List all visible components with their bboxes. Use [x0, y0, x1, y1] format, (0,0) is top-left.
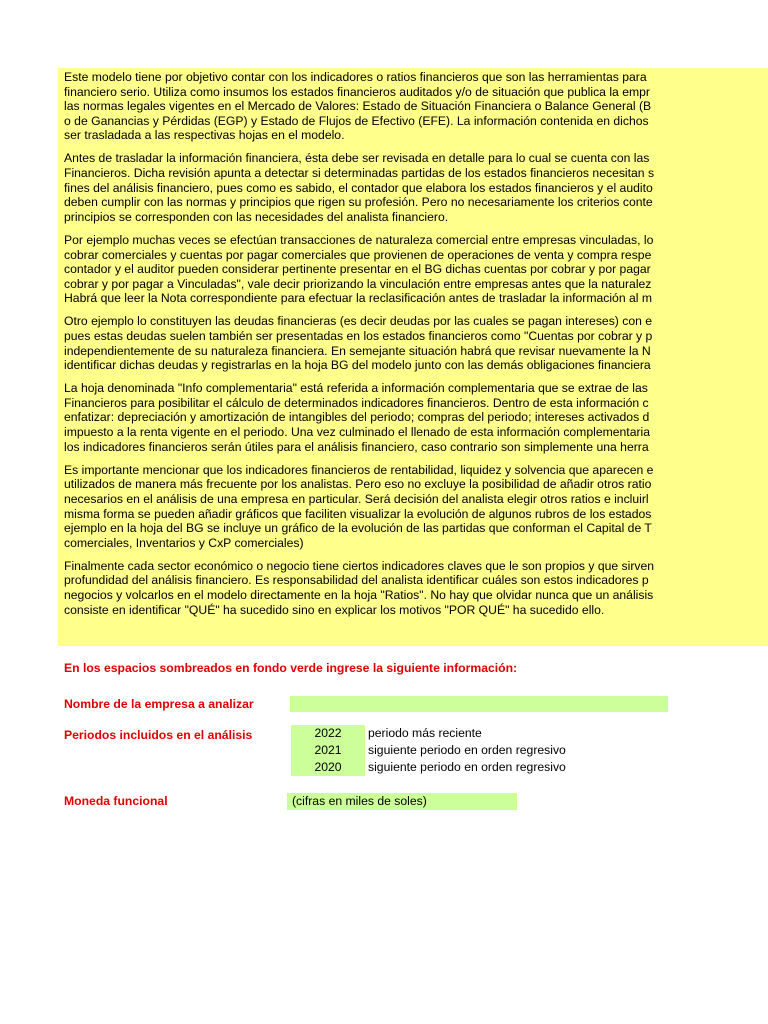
- intro-line: La hoja denominada "Info complementaria" está referida a información complementaria que se extrae de las: [64, 381, 648, 396]
- period-year-input[interactable]: 2021: [291, 742, 365, 759]
- intro-line: identificar dichas deudas y registrarlas en la hoja BG del modelo junto con las demás obligaciones financiera: [64, 358, 651, 373]
- intro-line: los indicadores financieros serán útiles para el análisis financiero, caso contrario son simplemente una herra: [64, 439, 649, 454]
- intro-line: cobrar y por pagar a Vinculadas", vale decir priorizando la vinculación entre empresas antes que la naturalez: [64, 276, 652, 291]
- intro-line: necesarios en el análisis de una empresa en particular. Será decisión del analista elegir otros ratios e incluirl: [64, 491, 649, 506]
- intro-paragraph-5: [64, 381, 768, 454]
- intro-line: cobrar comerciales y cuentas por pagar comerciales que provienen de operaciones de venta y compra respe: [64, 247, 652, 262]
- intro-line: contador y el auditor pueden considerar pertinente presentar en el BG dichas cuentas por cobrar y por pagar: [64, 262, 651, 277]
- intro-paragraph-2: [64, 151, 768, 224]
- form-instruction: En los espacios sombreados en fondo verde ingrese la siguiente información:: [64, 661, 518, 675]
- intro-paragraph-4: [64, 314, 768, 372]
- currency-label: Moneda funcional: [64, 794, 168, 808]
- period-year-input[interactable]: 2020: [291, 759, 365, 776]
- period-year-input[interactable]: 2022: [291, 725, 365, 742]
- intro-line: Antes de trasladar la información financiera, ésta debe ser revisada en detalle para lo cual se cuenta con las: [64, 151, 650, 166]
- period-description: periodo más reciente: [368, 726, 482, 740]
- intro-line: Financieros. Dicha revisión apunta a detectar si determinadas partidas de los estados financieros necesitan s: [64, 166, 655, 181]
- intro-line: independientemente de su naturaleza financiera. En semejante situación habrá que revisar nuevamente la N: [64, 343, 651, 358]
- intro-line: Habrá que leer la Nota correspondiente para efectuar la reclasificación antes de trasladar la información al m: [64, 291, 653, 306]
- intro-line: profundidad del análisis financiero. Es responsabilidad del analista identificar cuáles son estos indicadores p: [64, 573, 649, 588]
- company-name-input[interactable]: [290, 696, 668, 712]
- intro-paragraph-3: [64, 233, 768, 306]
- intro-line: utilizados de manera más frecuente por los analistas. Pero eso no excluye la posibilidad de añadir otros ratio: [64, 477, 652, 492]
- intro-line: las normas legales vigentes en el Mercado de Valores: Estado de Situación Financiera o Balance General (B: [64, 99, 652, 114]
- period-description: siguiente periodo en orden regresivo: [368, 760, 566, 774]
- intro-line: misma forma se pueden añadir gráficos que faciliten visualizar la evolución de algunos rubros de los estados: [64, 506, 652, 521]
- intro-line: Financieros para posibilitar el cálculo de determinados indicadores financieros. Dentro de esta información c: [64, 395, 649, 410]
- intro-line: Es importante mencionar que los indicadores financieros de rentabilidad, liquidez y solvencia que aparecen e: [64, 462, 654, 477]
- intro-paragraph-6: [64, 463, 768, 551]
- intro-line: comerciales, Inventarios y CxP comerciales): [64, 535, 304, 550]
- intro-line: ser trasladada a las respectivas hojas en el modelo.: [64, 128, 345, 143]
- intro-line: negocios y volcarlos en el modelo directamente en la hoja "Ratios". No hay que olvidar nunca que un análisis: [64, 588, 654, 602]
- intro-line: Finalmente cada sector económico o negocio tiene ciertos indicadores claves que le son propios y que sirven: [64, 558, 655, 573]
- intro-paragraph-1: [64, 70, 768, 143]
- intro-line: principios se corresponden con las necesidades del analista financiero.: [64, 209, 449, 224]
- intro-line: o de Ganancias y Pérdidas (EGP) y Estado de Flujos de Efectivo (EFE). La información contenida en dichos: [64, 113, 649, 128]
- intro-note-box: [58, 68, 768, 646]
- currency-input[interactable]: (cifras en miles de soles): [287, 793, 517, 810]
- intro-line: Este modelo tiene por objetivo contar con los indicadores o ratios financieros que son las herramientas para: [64, 70, 647, 84]
- intro-line: financiero serio. Utiliza como insumos los estados financieros auditados y/o de situación que publica la empr: [64, 84, 650, 99]
- intro-paragraph-7: [64, 559, 768, 617]
- intro-line: consiste en identificar "QUÉ" ha sucedido sino en explicar los motivos "POR QUÉ" ha sucedido ello.: [64, 602, 605, 617]
- intro-line: deben cumplir con las normas y principios que rigen su profesión. Pero no necesariamente los criterios conte: [64, 195, 653, 210]
- company-name-label: Nombre de la empresa a analizar: [64, 697, 254, 711]
- intro-line: pues estas deudas suelen también ser presentadas en los estados financieros como "Cuentas por cobrar y p: [64, 329, 653, 343]
- intro-line: enfatizar: depreciación y amortización de intangibles del periodo; compras del periodo; intereses activados d: [64, 410, 650, 425]
- intro-line: Otro ejemplo lo constituyen las deudas financieras (es decir deudas por las cuales se pagan intereses) con e: [64, 314, 653, 329]
- periods-label: Periodos incluidos en el análisis: [64, 728, 253, 742]
- intro-text: [64, 70, 768, 626]
- intro-line: impuesto a la renta vigente en el periodo. Una vez culminado el llenado de esta información complementaria: [64, 425, 651, 440]
- intro-line: fines del análisis financiero, pues como es sabido, el contador que elabora los estados financieros y el audito: [64, 180, 653, 195]
- intro-line: ejemplo en la hoja del BG se incluye un gráfico de la evolución de las partidas que conforman el Capital de T: [64, 521, 652, 536]
- intro-line: Por ejemplo muchas veces se efectúan transacciones de naturaleza comercial entre empresas vinculadas, lo: [64, 232, 654, 247]
- period-description: siguiente periodo en orden regresivo: [368, 743, 566, 757]
